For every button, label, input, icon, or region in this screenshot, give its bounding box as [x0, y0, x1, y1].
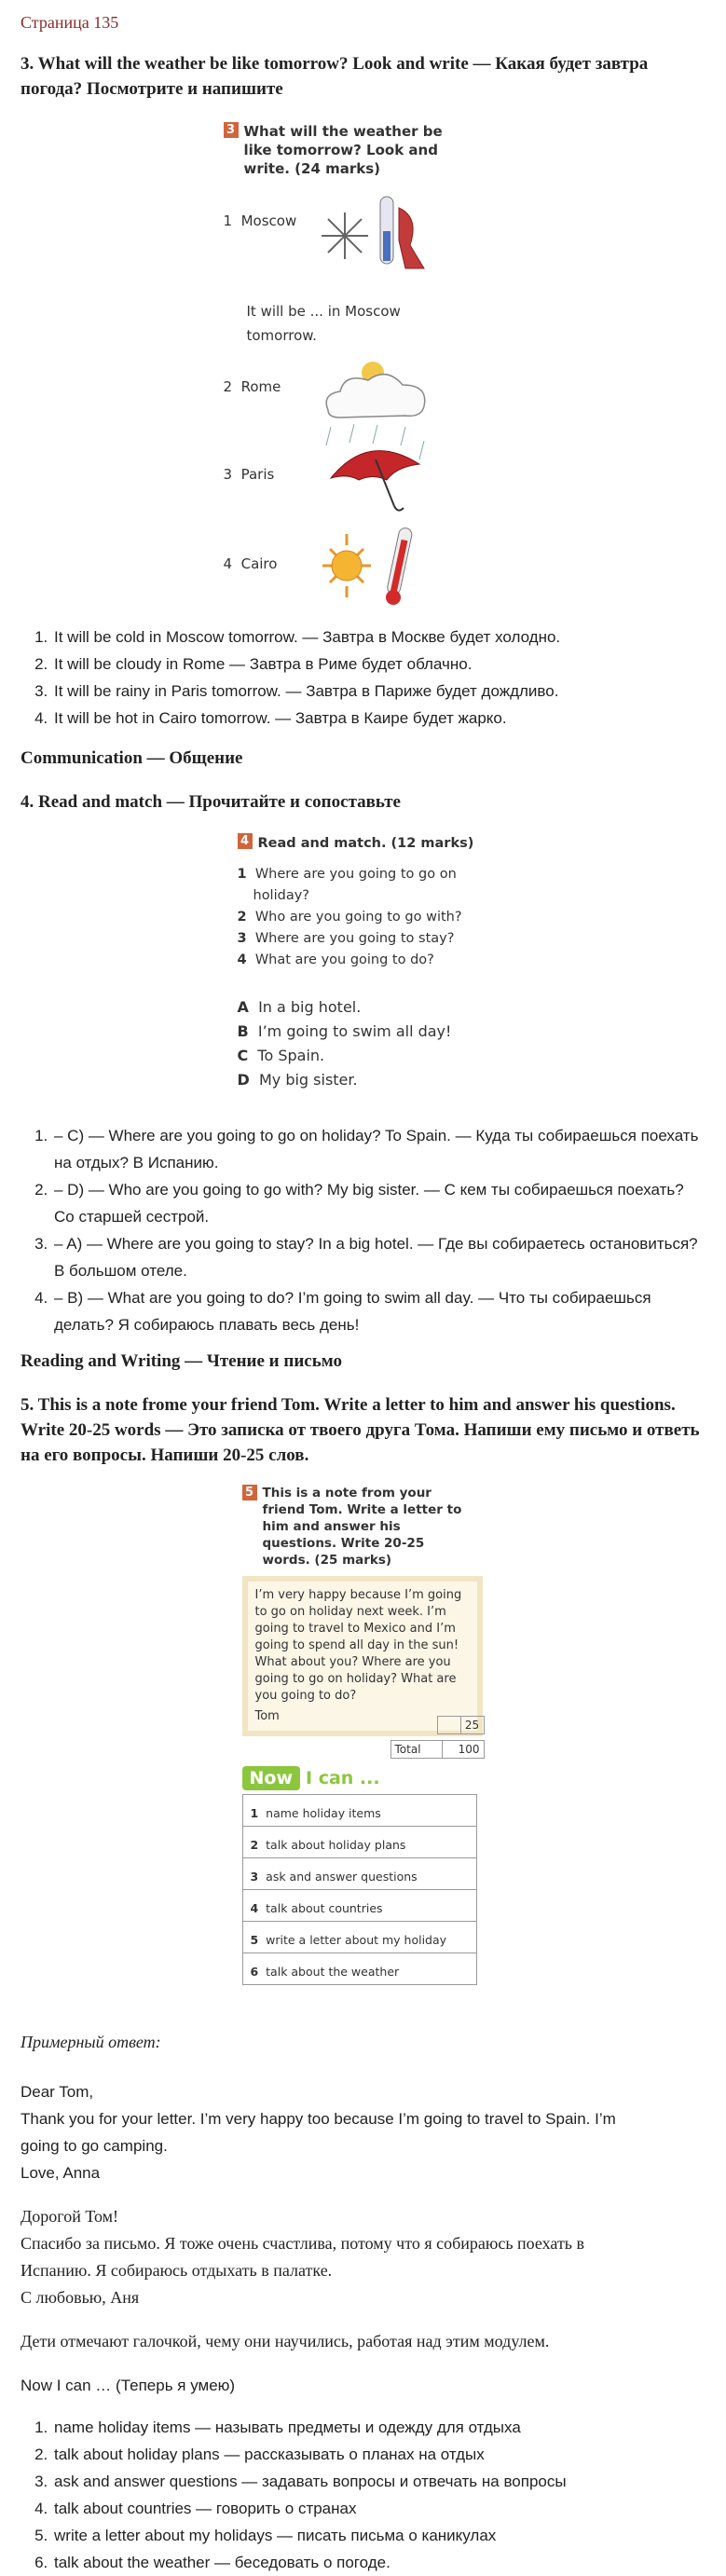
kids-note: Дети отмечают галочкой, чему они научились, работая над этим модулем. — [21, 2332, 550, 2350]
item-city: Rome — [240, 378, 281, 395]
ex5-title-line: questions. Write 20-25 — [262, 1536, 425, 1551]
ex5-badge: 5 — [242, 1485, 257, 1500]
letter-line: Dear Tom, — [21, 2083, 94, 2101]
note-line: What about you? Where are you — [254, 1655, 451, 1669]
ex4-fig-title — [238, 833, 489, 855]
ican-label: ask and answer questions — [266, 1870, 418, 1884]
ex4-badge: 4 — [238, 833, 253, 849]
q-num: 4 — [237, 952, 247, 967]
ican-label: talk about countries — [266, 1901, 383, 1915]
note-line: going to go on holiday? What are — [254, 1672, 457, 1686]
ican-label: talk about holiday plans — [266, 1838, 406, 1852]
answer-item: 6. talk about the weather — беседовать о погоде. — [52, 2549, 705, 2576]
ican-row — [243, 1827, 476, 1858]
answer-item: 1. It will be cold in Moscow tomorrow. — Завтра в Москве будет холодно. — [52, 623, 705, 651]
ex4-option — [238, 1068, 489, 1092]
item-number: 4 — [223, 555, 233, 572]
ex4-option — [238, 1044, 489, 1068]
ican-row — [243, 1858, 476, 1890]
section-reading-writing: Reading and Writing — Чтение и письмо — [21, 1351, 342, 1371]
now-ican-title: Now I can … (Теперь я умею) — [21, 2377, 236, 2394]
item-city: Cairo — [240, 555, 278, 572]
ex5-fig-title — [242, 1485, 485, 1569]
ican-row — [243, 1890, 476, 1922]
item-number: 3 — [223, 466, 233, 483]
item-number: 1 — [223, 212, 233, 229]
letter-line: Спасибо за письмо. Я тоже очень счастлива, потому что я собираюсь поехать в — [21, 2234, 585, 2253]
q-text: Where are you going to stay? — [254, 931, 455, 946]
item-number: 2 — [223, 378, 233, 395]
ex5-title-line: him and answer his — [262, 1519, 401, 1534]
ex3-figure — [224, 115, 503, 609]
q-text: Where are you going to go on — [254, 867, 457, 882]
ican-row — [243, 1922, 476, 1953]
ex4-heading: 4. Read and match — Прочитайте и сопоставьте — [21, 792, 401, 812]
ex3-title-line: write. (24 marks) — [243, 160, 381, 177]
ex3-fig-title — [224, 122, 443, 178]
ex4-answers — [21, 1122, 705, 1338]
note-line: I’m very happy because I’m going — [254, 1588, 462, 1602]
opt-letter: C — [237, 1047, 249, 1064]
q-num: 2 — [237, 910, 247, 925]
ican-label: talk about the weather — [266, 1965, 400, 1979]
answer-item: 1. name holiday items — называть предметы и одежду для отдыха — [52, 2414, 705, 2441]
answer-item: 2. It will be cloudy in Rome — Завтра в Риме будет облачно. — [52, 651, 705, 678]
opt-text: In a big hotel. — [258, 998, 362, 1016]
now-badge: Now — [242, 1766, 301, 1790]
ex3-item — [224, 378, 281, 395]
tom-note — [242, 1576, 483, 1736]
letter-line: Дорогой Том! — [21, 2207, 119, 2226]
ex4-option — [238, 1020, 489, 1044]
ex4-options — [238, 995, 489, 1092]
answer-item: 2. – D) — Who are you going to go with? My big sister. — С кем ты собираешься поехать? Со старшей сестрой. — [52, 1176, 705, 1230]
ex3-answers — [21, 623, 705, 732]
total-value: 100 — [443, 1740, 485, 1759]
umbrella-rain-icon — [322, 422, 433, 515]
answer-item: 4. – B) — What are you going to do? I’m going to swim all day. — Что ты собираешься делать? Я собираюсь плавать весь день! — [52, 1284, 705, 1338]
ex4-option — [238, 995, 489, 1020]
snow-thermometer-icon — [317, 189, 438, 273]
ex3-item — [224, 466, 275, 483]
note-line: going to travel to Mexico and I’m — [254, 1622, 456, 1636]
answer-item: 3. It will be rainy in Paris tomorrow. — Завтра в Париже будет дождливо. — [52, 678, 705, 705]
section-communication: Communication — Общение — [21, 748, 243, 768]
answer-item: 1. – C) — Where are you going to go on holiday? To Spain. — Куда ты собираешься поехать на отдых? В Испанию. — [52, 1122, 705, 1176]
ex3-heading: 3. What will the weather be like tomorrow? Look and write — Какая будет завтра погода? Посмотрите и напишите — [21, 54, 649, 99]
item-city: Moscow — [240, 212, 297, 229]
opt-letter: B — [237, 1022, 249, 1040]
ex3-item — [224, 555, 278, 572]
ex5-title-line: words. (25 marks) — [262, 1553, 392, 1568]
ex3-example — [247, 299, 401, 348]
q-num: 3 — [237, 931, 247, 946]
note-line: to go on holiday next week. I’m — [254, 1605, 446, 1619]
ican-text: I can ... — [306, 1768, 380, 1788]
ex4-figure — [238, 833, 489, 1113]
ex4-question — [238, 950, 489, 971]
letter-en — [21, 2078, 705, 2186]
opt-letter: A — [237, 998, 249, 1016]
ican-num: 4 — [250, 1901, 259, 1915]
answer-item: 5. write a letter about my holidays — писать письма о каникулах — [52, 2522, 705, 2549]
ex4-question — [238, 864, 489, 885]
note-line: you going to do? — [254, 1689, 357, 1703]
ican-answers — [21, 2414, 705, 2576]
ican-num: 3 — [250, 1870, 259, 1884]
ex5-heading: 5. This is a note frome your friend Tom. Write a letter to him and answer his questions. Write 20-25 words — Это записка от твоего друга Тома. Напиши ему письмо и ответь на его вопросы. Напиши 20-25 слов. — [21, 1395, 700, 1465]
ican-row — [243, 1953, 476, 1984]
ican-num: 6 — [250, 1965, 259, 1979]
ican-num: 5 — [250, 1933, 259, 1947]
answer-item: 3. ask and answer questions — задавать вопросы и отвечать на вопросы — [52, 2468, 705, 2495]
ican-label: name holiday items — [266, 1806, 381, 1820]
q-text: Who are you going to go with? — [254, 910, 462, 925]
ex4-question — [238, 907, 489, 928]
q-text-cont: holiday? — [253, 888, 309, 903]
q-text: What are you going to do? — [254, 952, 434, 967]
item-city: Paris — [240, 466, 275, 483]
ex5-title-line: This is a note from your — [262, 1486, 431, 1500]
total-label: Total — [390, 1740, 443, 1759]
example-line: tomorrow. — [246, 327, 317, 344]
now-ican-header — [242, 1766, 485, 1790]
ican-row — [243, 1795, 476, 1827]
ex4-title-text: Read and match. (12 marks) — [257, 836, 474, 851]
ex5-title-line: friend Tom. Write a letter to — [262, 1502, 462, 1517]
page-link[interactable]: Страница 135 — [21, 13, 119, 32]
sample-label: Примерный ответ: — [21, 2033, 161, 2051]
ex5-figure — [242, 1485, 485, 2016]
note-line: going to spend all day in the sun! — [254, 1638, 459, 1652]
note-signature: Tom — [254, 1709, 280, 1723]
ex3-title-line: What will the weather be — [243, 123, 443, 140]
letter-ru — [21, 2203, 705, 2311]
letter-line: Love, Anna — [21, 2164, 101, 2182]
example-line: It will be ... in Moscow — [246, 303, 401, 320]
letter-line: Thank you for your letter. I’m very happy too because I’m going to travel to Spain. I’m — [21, 2110, 616, 2128]
ican-list — [242, 1794, 477, 1985]
ican-label: write a letter about my holiday — [266, 1933, 447, 1947]
ex3-badge: 3 — [224, 122, 239, 138]
opt-letter: D — [237, 1071, 250, 1089]
answer-item: 3. – A) — Where are you going to stay? In a big hotel. — Где вы собираетесь остановиться? В большом отеле. — [52, 1230, 705, 1284]
sun-thermometer-icon — [317, 523, 438, 607]
letter-line: going to go camping. — [21, 2137, 168, 2155]
score-box: 25 — [461, 1716, 485, 1734]
opt-text: My big sister. — [258, 1071, 358, 1089]
ex3-item — [224, 212, 297, 229]
ican-num: 2 — [250, 1838, 259, 1852]
ican-num: 1 — [250, 1806, 259, 1820]
ex4-question — [238, 928, 489, 950]
opt-text: I’m going to swim all day! — [257, 1022, 452, 1040]
answer-item: 4. talk about countries — говорить о странах — [52, 2495, 705, 2522]
answer-item: 2. talk about holiday plans — рассказывать о планах на отдых — [52, 2441, 705, 2468]
letter-line: С любовью, Аня — [21, 2288, 140, 2307]
q-num: 1 — [237, 867, 247, 882]
opt-text: To Spain. — [257, 1047, 325, 1064]
letter-line: Испанию. Я собираюсь отдыхать в палатке. — [21, 2261, 333, 2280]
cloud-icon — [317, 352, 438, 427]
answer-item: 4. It will be hot in Cairo tomorrow. — Завтра в Каире будет жарко. — [52, 705, 705, 732]
total-row — [242, 1740, 485, 1759]
ex3-title-line: like tomorrow? Look and — [243, 142, 438, 158]
